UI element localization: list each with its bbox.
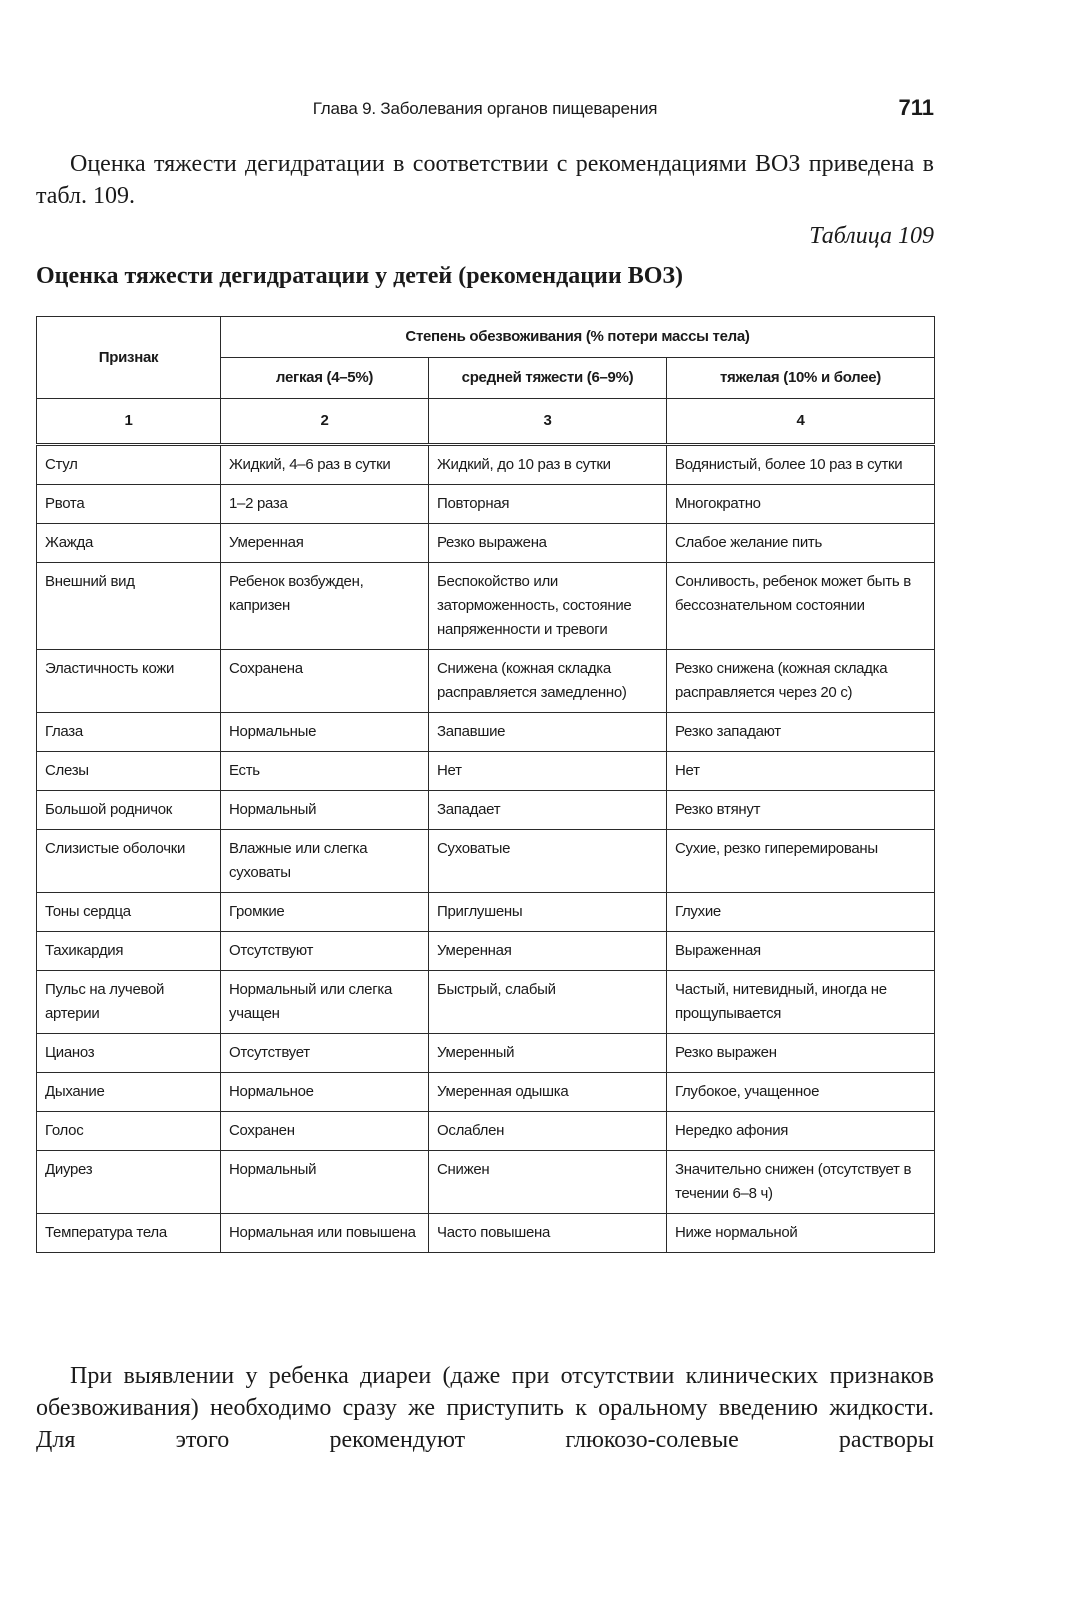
- sign-cell: Рвота: [37, 485, 221, 524]
- sign-cell: Дыхание: [37, 1073, 221, 1112]
- running-title: Глава 9. Заболевания органов пищеварения: [312, 99, 658, 118]
- value-cell: Запавшие: [429, 713, 667, 752]
- value-cell: 1–2 раза: [221, 485, 429, 524]
- table-row: [37, 1112, 935, 1151]
- dehydration-table: [36, 316, 935, 1253]
- value-cell: Резко выражен: [667, 1034, 935, 1073]
- value-cell: Умеренная: [429, 932, 667, 971]
- table-row: [37, 752, 935, 791]
- value-cell: Нормальный: [221, 1151, 429, 1214]
- value-cell: Западает: [429, 791, 667, 830]
- value-cell: Нет: [667, 752, 935, 791]
- table-row: [37, 971, 935, 1034]
- value-cell: Есть: [221, 752, 429, 791]
- sign-cell: Слизистые оболочки: [37, 830, 221, 893]
- value-cell: Нередко афония: [667, 1112, 935, 1151]
- value-cell: Ослаблен: [429, 1112, 667, 1151]
- value-cell: Умеренный: [429, 1034, 667, 1073]
- sign-cell: Температура тела: [37, 1214, 221, 1253]
- value-cell: Приглушены: [429, 893, 667, 932]
- value-cell: Резко западают: [667, 713, 935, 752]
- sign-cell: Внешний вид: [37, 563, 221, 650]
- column-number: 2: [221, 399, 429, 445]
- value-cell: Умеренная одышка: [429, 1073, 667, 1112]
- table-label: Таблица 109: [809, 223, 934, 249]
- column-number: 1: [37, 399, 221, 445]
- table-row: [37, 713, 935, 752]
- sign-cell: Жажда: [37, 524, 221, 563]
- sign-cell: Пульс на лучевой артерии: [37, 971, 221, 1034]
- header-degree: Степень обезвоживания (% потери массы тела): [221, 317, 935, 358]
- value-cell: Резко втянут: [667, 791, 935, 830]
- value-cell: Снижен: [429, 1151, 667, 1214]
- value-cell: Беспокойство или заторможенность, состояние напряженности и тревоги: [429, 563, 667, 650]
- sign-cell: Диурез: [37, 1151, 221, 1214]
- table-row: [37, 485, 935, 524]
- subheader-moderate: средней тяжести (6–9%): [429, 358, 667, 399]
- column-number: 4: [667, 399, 935, 445]
- table-row: [37, 650, 935, 713]
- table-row: [37, 1151, 935, 1214]
- value-cell: Выраженная: [667, 932, 935, 971]
- column-numbers-row: [37, 399, 935, 445]
- table-body: [37, 399, 935, 1253]
- sign-cell: Глаза: [37, 713, 221, 752]
- sign-cell: Слезы: [37, 752, 221, 791]
- table-row: [37, 1073, 935, 1112]
- value-cell: Сонливость, ребенок может быть в бессознательном состоянии: [667, 563, 935, 650]
- sign-cell: Большой родничок: [37, 791, 221, 830]
- sign-cell: Цианоз: [37, 1034, 221, 1073]
- page-number: 711: [898, 95, 934, 120]
- value-cell: Ребенок возбужден, капризен: [221, 563, 429, 650]
- table-row: [37, 893, 935, 932]
- value-cell: Умеренная: [221, 524, 429, 563]
- value-cell: Глухие: [667, 893, 935, 932]
- value-cell: Резко выражена: [429, 524, 667, 563]
- value-cell: Сохранен: [221, 1112, 429, 1151]
- value-cell: Сохранена: [221, 650, 429, 713]
- value-cell: Нормальные: [221, 713, 429, 752]
- closing-paragraph: При выявлении у ребенка диареи (даже при отсутствии клинических признаков обезвоживания) необходимо сразу же приступить к оральному введению жидкости. Для этого рекомендуют глюкозо-солевые растворы: [36, 1363, 934, 1453]
- value-cell: Нормальный или слегка учащен: [221, 971, 429, 1034]
- value-cell: Суховатые: [429, 830, 667, 893]
- value-cell: Нет: [429, 752, 667, 791]
- value-cell: Отсутствует: [221, 1034, 429, 1073]
- running-header: [36, 95, 934, 125]
- table-row: [37, 563, 935, 650]
- value-cell: Часто повышена: [429, 1214, 667, 1253]
- subheader-mild: легкая (4–5%): [221, 358, 429, 399]
- value-cell: Водянистый, более 10 раз в сутки: [667, 445, 935, 485]
- value-cell: Снижена (кожная складка расправляется замедленно): [429, 650, 667, 713]
- value-cell: Сухие, резко гиперемированы: [667, 830, 935, 893]
- value-cell: Ниже нормальной: [667, 1214, 935, 1253]
- sign-cell: Тахикардия: [37, 932, 221, 971]
- value-cell: Нормальное: [221, 1073, 429, 1112]
- table-row: [37, 445, 935, 485]
- value-cell: Отсутствуют: [221, 932, 429, 971]
- value-cell: Быстрый, слабый: [429, 971, 667, 1034]
- value-cell: Частый, нитевидный, иногда не прощупывается: [667, 971, 935, 1034]
- table-row: [37, 524, 935, 563]
- header-sign: Признак: [37, 317, 221, 399]
- value-cell: Нормальный: [221, 791, 429, 830]
- sign-cell: Голос: [37, 1112, 221, 1151]
- value-cell: Громкие: [221, 893, 429, 932]
- value-cell: Резко снижена (кожная складка расправляется через 20 с): [667, 650, 935, 713]
- sign-cell: Тоны сердца: [37, 893, 221, 932]
- subheader-severe: тяжелая (10% и более): [667, 358, 935, 399]
- value-cell: Слабое желание пить: [667, 524, 935, 563]
- table-row: [37, 1214, 935, 1253]
- value-cell: Многократно: [667, 485, 935, 524]
- value-cell: Жидкий, 4–6 раз в сутки: [221, 445, 429, 485]
- value-cell: Влажные или слегка суховаты: [221, 830, 429, 893]
- intro-paragraph: Оценка тяжести дегидратации в соответствии с рекомендациями ВОЗ приведена в табл. 109.: [36, 151, 934, 209]
- table-row: [37, 932, 935, 971]
- value-cell: Повторная: [429, 485, 667, 524]
- value-cell: Нормальная или повышена: [221, 1214, 429, 1253]
- table-row: [37, 1034, 935, 1073]
- table-row: [37, 791, 935, 830]
- table-row: [37, 830, 935, 893]
- table-title: Оценка тяжести дегидратации у детей (рекомендации ВОЗ): [36, 263, 684, 289]
- value-cell: Жидкий, до 10 раз в сутки: [429, 445, 667, 485]
- value-cell: Глубокое, учащенное: [667, 1073, 935, 1112]
- sign-cell: Эластичность кожи: [37, 650, 221, 713]
- column-number: 3: [429, 399, 667, 445]
- value-cell: Значительно снижен (отсутствует в течении 6–8 ч): [667, 1151, 935, 1214]
- sign-cell: Стул: [37, 445, 221, 485]
